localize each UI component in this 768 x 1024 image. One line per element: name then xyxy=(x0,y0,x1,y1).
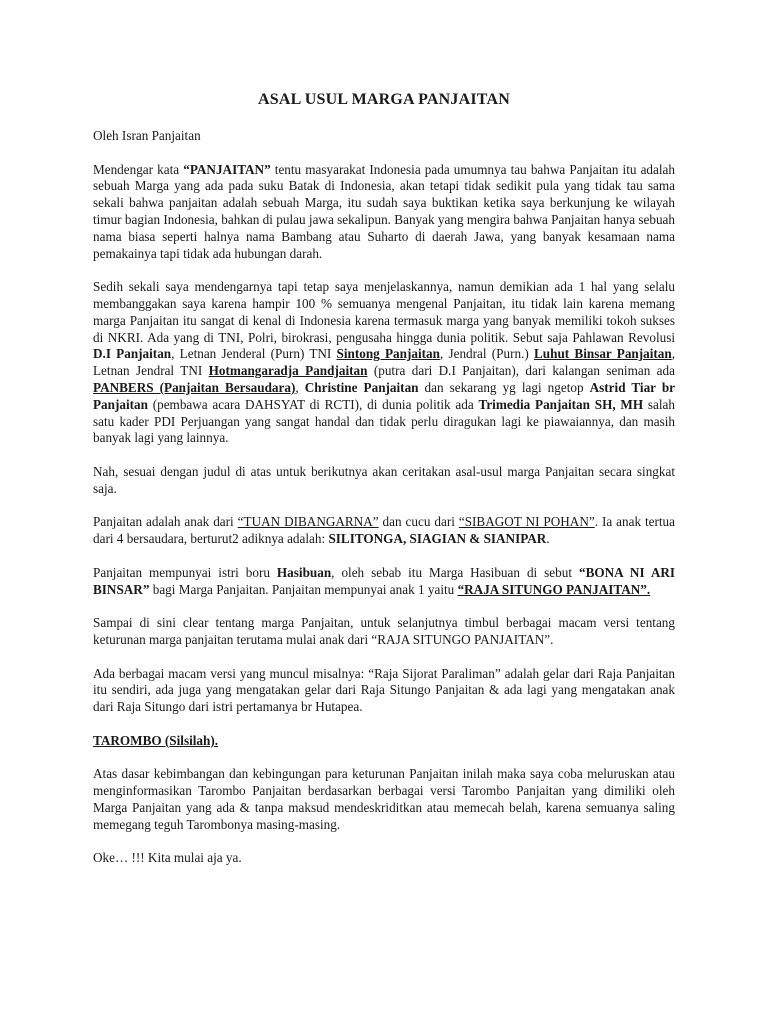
document-title: ASAL USUL MARGA PANJAITAN xyxy=(258,91,510,108)
text-run: tentu masyarakat Indonesia pada umumnya tau bahwa Panjaitan itu adalah sebuah Marga yang ada pada suku Batak di Indonesia, akan tetapi tidak sedikit pula yang tidak tau sama sekali bahwa panjaitan adalah sebuah Marga, itu sudah saya buktikan ketika saya berkunjung ke wilayah timur bagian Indonesia, bahkan di pulau jawa sekalipun. Banyak yang mengira bahwa Panjaitan hanya sebuah nama biasa seperti halnya nama Bambang atau Suharto di daerah Jawa, yang banyak kesamaan nama pemakainya tapi tidak ada hubungan darah. xyxy=(93,161,675,261)
text-run: , oleh sebab itu Marga Hasibuan di sebut xyxy=(331,564,579,580)
paragraph-transition: Nah, sesuai dengan judul di atas untuk berikutnya akan ceritakan asal-usul marga Panjaitan secara singkat saja. xyxy=(93,463,675,496)
name-sibagot-ni-pohan: “SIBAGOT NI POHAN” xyxy=(458,514,595,530)
name-christine-panjaitan: Christine Panjaitan xyxy=(304,379,419,395)
text-run: Sedih sekali saya mendengarnya tapi tetap saya menjelaskannya, namun demikian ada 1 hal yang selalu membanggakan saya karena hampir 100 % semuanya mengenal Panjaitan, itu tidak lain karena memang marga Panjaitan itu sangat di kenal di Indonesia karena termasuk marga yang banyak memiliki tokoh sukses di NKRI. Ada yang di TNI, Polri, birokrasi, pengusaha hingga dunia politik. Sebut saja Pahlawan Revolusi xyxy=(93,279,675,345)
text-run: salah satu kader PDI Perjuangan yang sangat handal dan tidak perlu diragukan lagi ke piawaiannya, dan masih banyak lagi yang lainnya. xyxy=(93,396,675,446)
name-di-panjaitan: D.I Panjaitan xyxy=(93,346,172,362)
text-run: (pembawa acara DAHSYAT di RCTI), di dunia politik ada xyxy=(147,396,479,412)
name-bona-ni-ari-binsar: “BONA NI ARI BINSAR” xyxy=(93,564,676,597)
paragraph-wife-child xyxy=(93,565,675,599)
paragraph-tarombo: Atas dasar kebimbangan dan kebingungan para keturunan Panjaitan inilah maka saya coba meluruskan atau menginformasikan Tarombo Panjaitan berdasarkan berbagai versi Tarombo Panjaitan yang dimiliki oleh Marga Panjaitan yang ada & tanpa maksud mendeskriditkan atau memecah belah, karena semuanya saling memegang teguh Tarombonya masing-masing. xyxy=(93,766,675,832)
paragraph-versions: Sampai di sini clear tentang marga Panjaitan, untuk selanjutnya timbul berbagai macam versi tentang keturunan marga panjaitan terutama mulai anak dari “RAJA SITUNGO PANJAITAN”. xyxy=(93,615,675,647)
text-run: , Letnan Jendral TNI xyxy=(93,346,676,379)
paragraph-variants: Ada berbagai macam versi yang muncul misalnya: “Raja Sijorat Paraliman” adalah gelar dari Raja Panjaitan itu sendiri, ada juga yang mengatakan gelar dari Raja Situngo Panjaitan & ada lagi yang mengatakan anak dari Raja Situngo dari istri pertamanya br Hutapea. xyxy=(93,665,675,715)
text-run: Panjaitan adalah anak dari xyxy=(93,514,238,530)
name-luhut-binsar-panjaitan: Luhut Binsar Panjaitan xyxy=(534,346,672,362)
text-run: (putra dari D.I Panjaitan), dari kalangan seniman ada xyxy=(367,363,675,379)
paragraph-closing: Oke… !!! Kita mulai aja ya. xyxy=(93,850,242,866)
text-run: , Jendral (Purn.) xyxy=(439,346,534,362)
author-line: Oleh Isran Panjaitan xyxy=(93,128,201,143)
name-tuan-dibangarna: “TUAN DIBANGARNA” xyxy=(237,514,379,530)
section-heading-tarombo: TAROMBO (Silsilah). xyxy=(93,732,219,748)
text-run: Mendengar kata xyxy=(93,161,184,177)
paragraph-famous-figures xyxy=(93,279,675,447)
name-hotmangaradja-pandjaitan: Hotmangaradja Pandjaitan xyxy=(208,363,368,379)
paragraph-intro xyxy=(93,162,675,263)
name-astrid-tiar: Astrid Tiar br Panjaitan xyxy=(93,379,676,412)
name-sintong-panjaitan: Sintong Panjaitan xyxy=(336,346,440,362)
name-panbers: PANBERS (Panjaitan Bersaudara) xyxy=(93,379,296,395)
names-siblings: SILITONGA, SIAGIAN & SIANIPAR xyxy=(328,531,547,547)
document-page xyxy=(93,90,675,884)
text-run: , xyxy=(295,379,305,395)
paragraph-lineage xyxy=(93,514,675,548)
text-run: dan cucu dari xyxy=(378,514,459,530)
text-run: . xyxy=(546,531,550,547)
text-run: Panjaitan mempunyai istri boru xyxy=(93,564,277,580)
text-run: dan sekarang yg lagi ngetop xyxy=(418,379,590,395)
text-run: bagi Marga Panjaitan. Panjaitan mempunyai anak 1 yaitu xyxy=(149,581,458,597)
name-raja-situngo-panjaitan: “RAJA SITUNGO PANJAITAN”. xyxy=(457,581,651,597)
text-run: , Letnan Jenderal (Purn) TNI xyxy=(171,346,337,362)
emphasis-panjaitan: “PANJAITAN” xyxy=(183,161,271,177)
text-run: . Ia anak tertua dari 4 bersaudara, berturut2 adiknya adalah: xyxy=(93,514,675,547)
name-trimedia-panjaitan: Trimedia Panjaitan SH, MH xyxy=(478,396,644,412)
name-hasibuan: Hasibuan xyxy=(276,564,332,580)
